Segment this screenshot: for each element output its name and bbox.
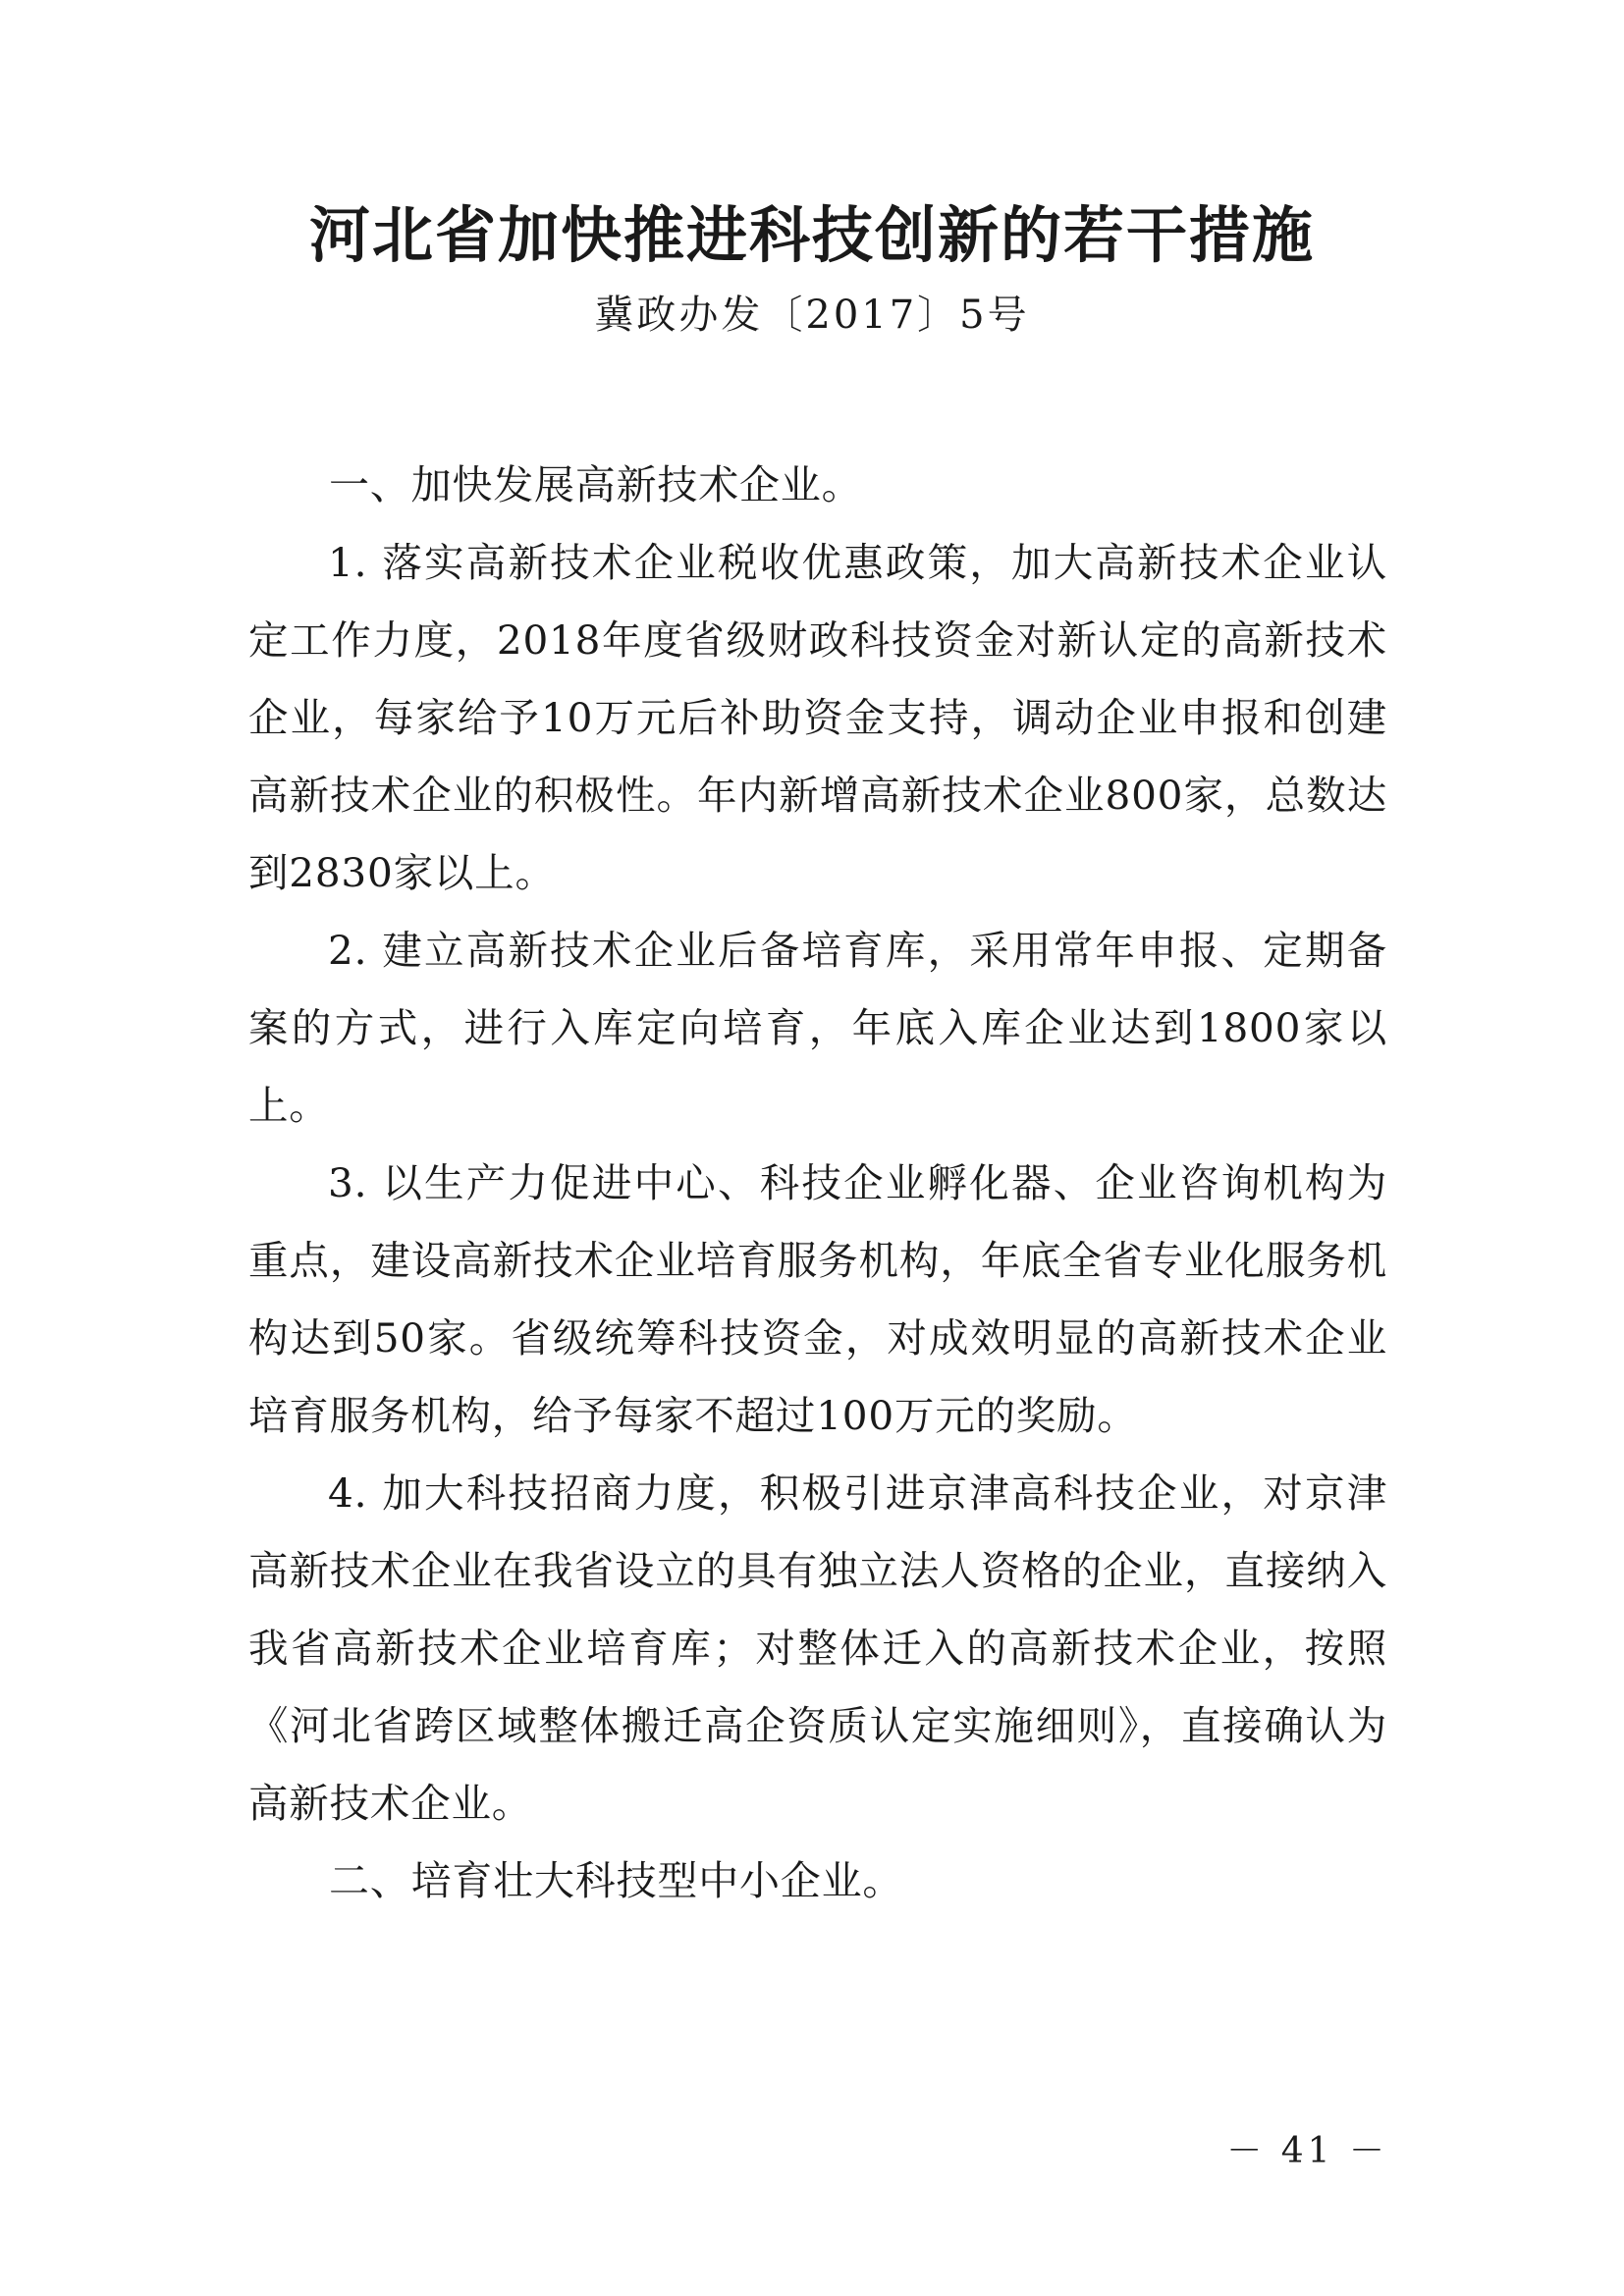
section-heading-2: 二、培育壮大科技型中小企业。 bbox=[329, 1857, 904, 1904]
paragraph-2: 2. 建立高新技术企业后备培育库，采用常年申报、定期备案的方式，进行入库定向培育，年底入库企业达到1800家以上。 bbox=[248, 927, 1387, 1129]
document-title: 河北省加快推进科技创新的若干措施 bbox=[308, 199, 1315, 271]
paragraph-4: 4. 加大科技招商力度，积极引进京津高科技企业，对京津高新技术企业在我省设立的具有独立法人资格的企业，直接纳入我省高新技术企业培育库；对整体迁入的高新技术企业，按照《河北省跨区域整体搬迁高企资质认定实施细则》，直接确认为高新技术企业。 bbox=[248, 1469, 1387, 1827]
section-heading-1: 一、加快发展高新技术企业。 bbox=[329, 461, 863, 508]
document-number: 冀政办发〔2017〕5号 bbox=[594, 293, 1030, 338]
page-number: － 41 － bbox=[1226, 2131, 1388, 2171]
paragraph-3: 3. 以生产力促进中心、科技企业孵化器、企业咨询机构为重点，建设高新技术企业培育服务机构，年底全省专业化服务机构达到50家。省级统筹科技资金，对成效明显的高新技术企业培育服务机构，给予每家不超过100万元的奖励。 bbox=[248, 1159, 1387, 1439]
document-body bbox=[248, 447, 1387, 1920]
paragraph-1: 1. 落实高新技术企业税收优惠政策，加大高新技术企业认定工作力度，2018年度省级财政科技资金对新认定的高新技术企业，每家给予10万元后补助资金支持，调动企业申报和创建高新技术企业的积极性。年内新增高新技术企业800家，总数达到2830家以上。 bbox=[248, 539, 1387, 896]
